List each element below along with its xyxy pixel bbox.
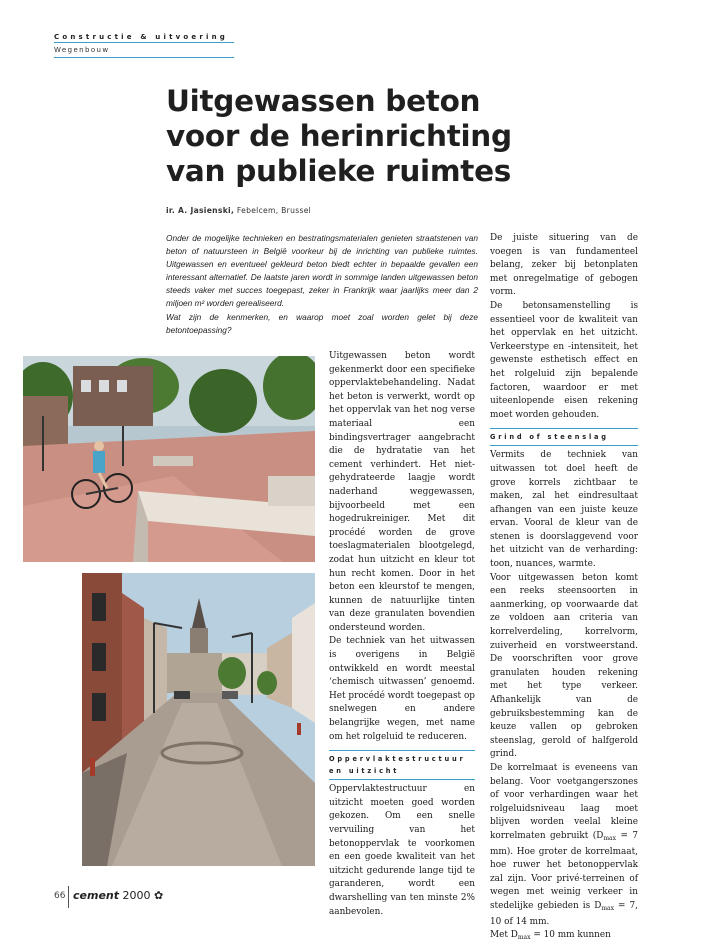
title-line-1: Uitgewassen beton	[166, 84, 481, 118]
footer-divider	[68, 886, 69, 908]
magazine-label	[73, 889, 163, 902]
dmax-subscript: max	[603, 834, 617, 842]
rubric-title: Constructie & uitvoering	[54, 33, 228, 41]
right-paragraph-6	[490, 929, 638, 945]
right-paragraph-1: De juiste situering van de voegen is van fundamenteel belang, zeker bij betonplaten met onregelmatige of gebogen vorm.	[490, 233, 638, 298]
intro-question: Wat zijn de kenmerken, en waarop moet zoal worden gelet bij deze betontoepassing?	[166, 311, 478, 335]
right-p5-part-b: = 7 mm). Hoe groter de korrelmaat, hoe ruwer het betonoppervlak zal zijn. Voor privé-terreinen of wegen met weinig verkeer in stedelijke gebieden is D	[490, 830, 638, 911]
magazine-year: 2000	[122, 889, 151, 902]
rubric-rule-bottom	[54, 57, 234, 58]
author-line	[166, 206, 311, 215]
article-intro	[166, 232, 478, 337]
right-p6-part-b: = 10 mm kunnen	[530, 930, 611, 941]
rubric-subtitle: Wegenbouw	[54, 46, 110, 54]
dmax-subscript: max	[601, 904, 615, 912]
mid-paragraph-1: Uitgewassen beton wordt gekenmerkt door een specifieke oppervlaktebehandeling. Nadat het beton is verwerkt, wordt op het oppervlak van het nog verse materiaal een bindingsvertrager aangebracht die de hydratatie van het cement verhindert. Het niet-gehydrateerde laagje wordt naderhand weggewassen, bijvoorbeeld met een hogedrukreiniger. Met dit procédé worden de grove toeslagmaterialen blootgelegd, zodat hun uitzicht en kleur tot hun recht komen. Door in het beton een kleurstof te mengen, kunnen de natuurlijke tinten van deze granulaten bovendien ondersteund worden.	[329, 351, 475, 633]
right-paragraph-3: Vermits de techniek van uitwassen tot doel heeft de grove korrels zichtbaar te maken, zal het eindresultaat afhangen van een juiste keuze ervan. Vooral de kleur van de stenen is doorslaggevend voor het uitzicht van de verharding: toon, nuances, warmte.	[490, 450, 638, 570]
right-paragraph-2: De betonsamenstelling is essentieel voor de kwaliteit van het oppervlak en het uitzicht. Verkeerstype en -intensiteit, het gewenste esthetisch effect en het rolgeluid zijn bepalende factoren, waardoor er met uiteenlopende eisen rekening moet worden gehouden.	[490, 300, 638, 420]
page-number: 66	[54, 891, 66, 901]
right-p6-part-a: Met D	[490, 930, 518, 941]
section-heading-surface: Oppervlaktestructuur en uitzicht	[329, 750, 475, 780]
column-middle	[329, 350, 475, 919]
dmax-subscript: max	[517, 934, 531, 942]
right-p5-part-c: = 7, 10 of 14 mm.	[490, 900, 638, 927]
section-heading-gravel: Grind of steenslag	[490, 428, 638, 446]
right-paragraph-5	[490, 762, 638, 929]
section-surface-text: Oppervlaktestructuur en uitzicht moeten goed worden gekozen. Om een snelle vervuiling van het betonoppervlak te voorkomen en een goede kwaliteit van het uitzicht gedurende lange tijd te garanderen, wordt een dwarshelling van ten minste 2% aanbevolen.	[329, 784, 475, 917]
article-title	[166, 84, 646, 189]
title-line-2: voor de herinrichting	[166, 119, 512, 153]
title-line-3: van publieke ruimtes	[166, 154, 512, 188]
author-name: ir. A. Jasienski,	[166, 206, 235, 215]
flower-logo-icon: ✿	[154, 889, 164, 902]
photo-street-church	[82, 573, 315, 866]
column-right	[490, 232, 638, 945]
magazine-name: cement	[73, 889, 119, 902]
photo-square-cyclist	[23, 356, 315, 562]
rubric-rule	[54, 42, 234, 43]
right-paragraph-4: Voor uitgewassen beton komt een reeks steensoorten in aanmerking, op voorwaarde dat ze voldoen aan criteria van korrelverdeling, korrelvorm, zuiverheid en vorstweerstand. De voorschriften voor grove granulaten houden rekening met het type verkeer. Afhankelijk van de gebruiksbestemming kan de keuze vallen op gebroken steenslag, gerold of halfgerold grind.	[490, 572, 638, 760]
right-p5-part-a: De korrelmaat is eveneens van belang. Voor voetgangerszones of voor verhardingen waar het rolgeluidsniveau laag moet blijven worden veelal kleine korrelmaten gebruikt (D	[490, 762, 638, 841]
author-affiliation: Febelcem, Brussel	[234, 206, 312, 215]
mid-paragraph-2: De techniek van het uitwassen is overigens in België ontwikkeld en wordt meestal ‘chemisch uitwassen’ genoemd. Het procédé wordt toegepast op snelwegen en andere belangrijke wegen, met name om het rolgeluid te reduceren.	[329, 636, 475, 742]
intro-paragraph: Onder de mogelijke technieken en bestratingsmaterialen genieten straatstenen van beton of natuursteen in België voorkeur bij de inrichting van publieke ruimtes. Uitgewassen en eventueel gekleurd beton biedt echter in bepaalde gevallen een interessant alternatief. De laatste jaren wordt in sommige landen uitgewassen beton steeds vaker met succes toegepast, zeker in Frankrijk waar jaarlijks meer dan 2 miljoen m² worden gerealiseerd.	[166, 233, 478, 309]
